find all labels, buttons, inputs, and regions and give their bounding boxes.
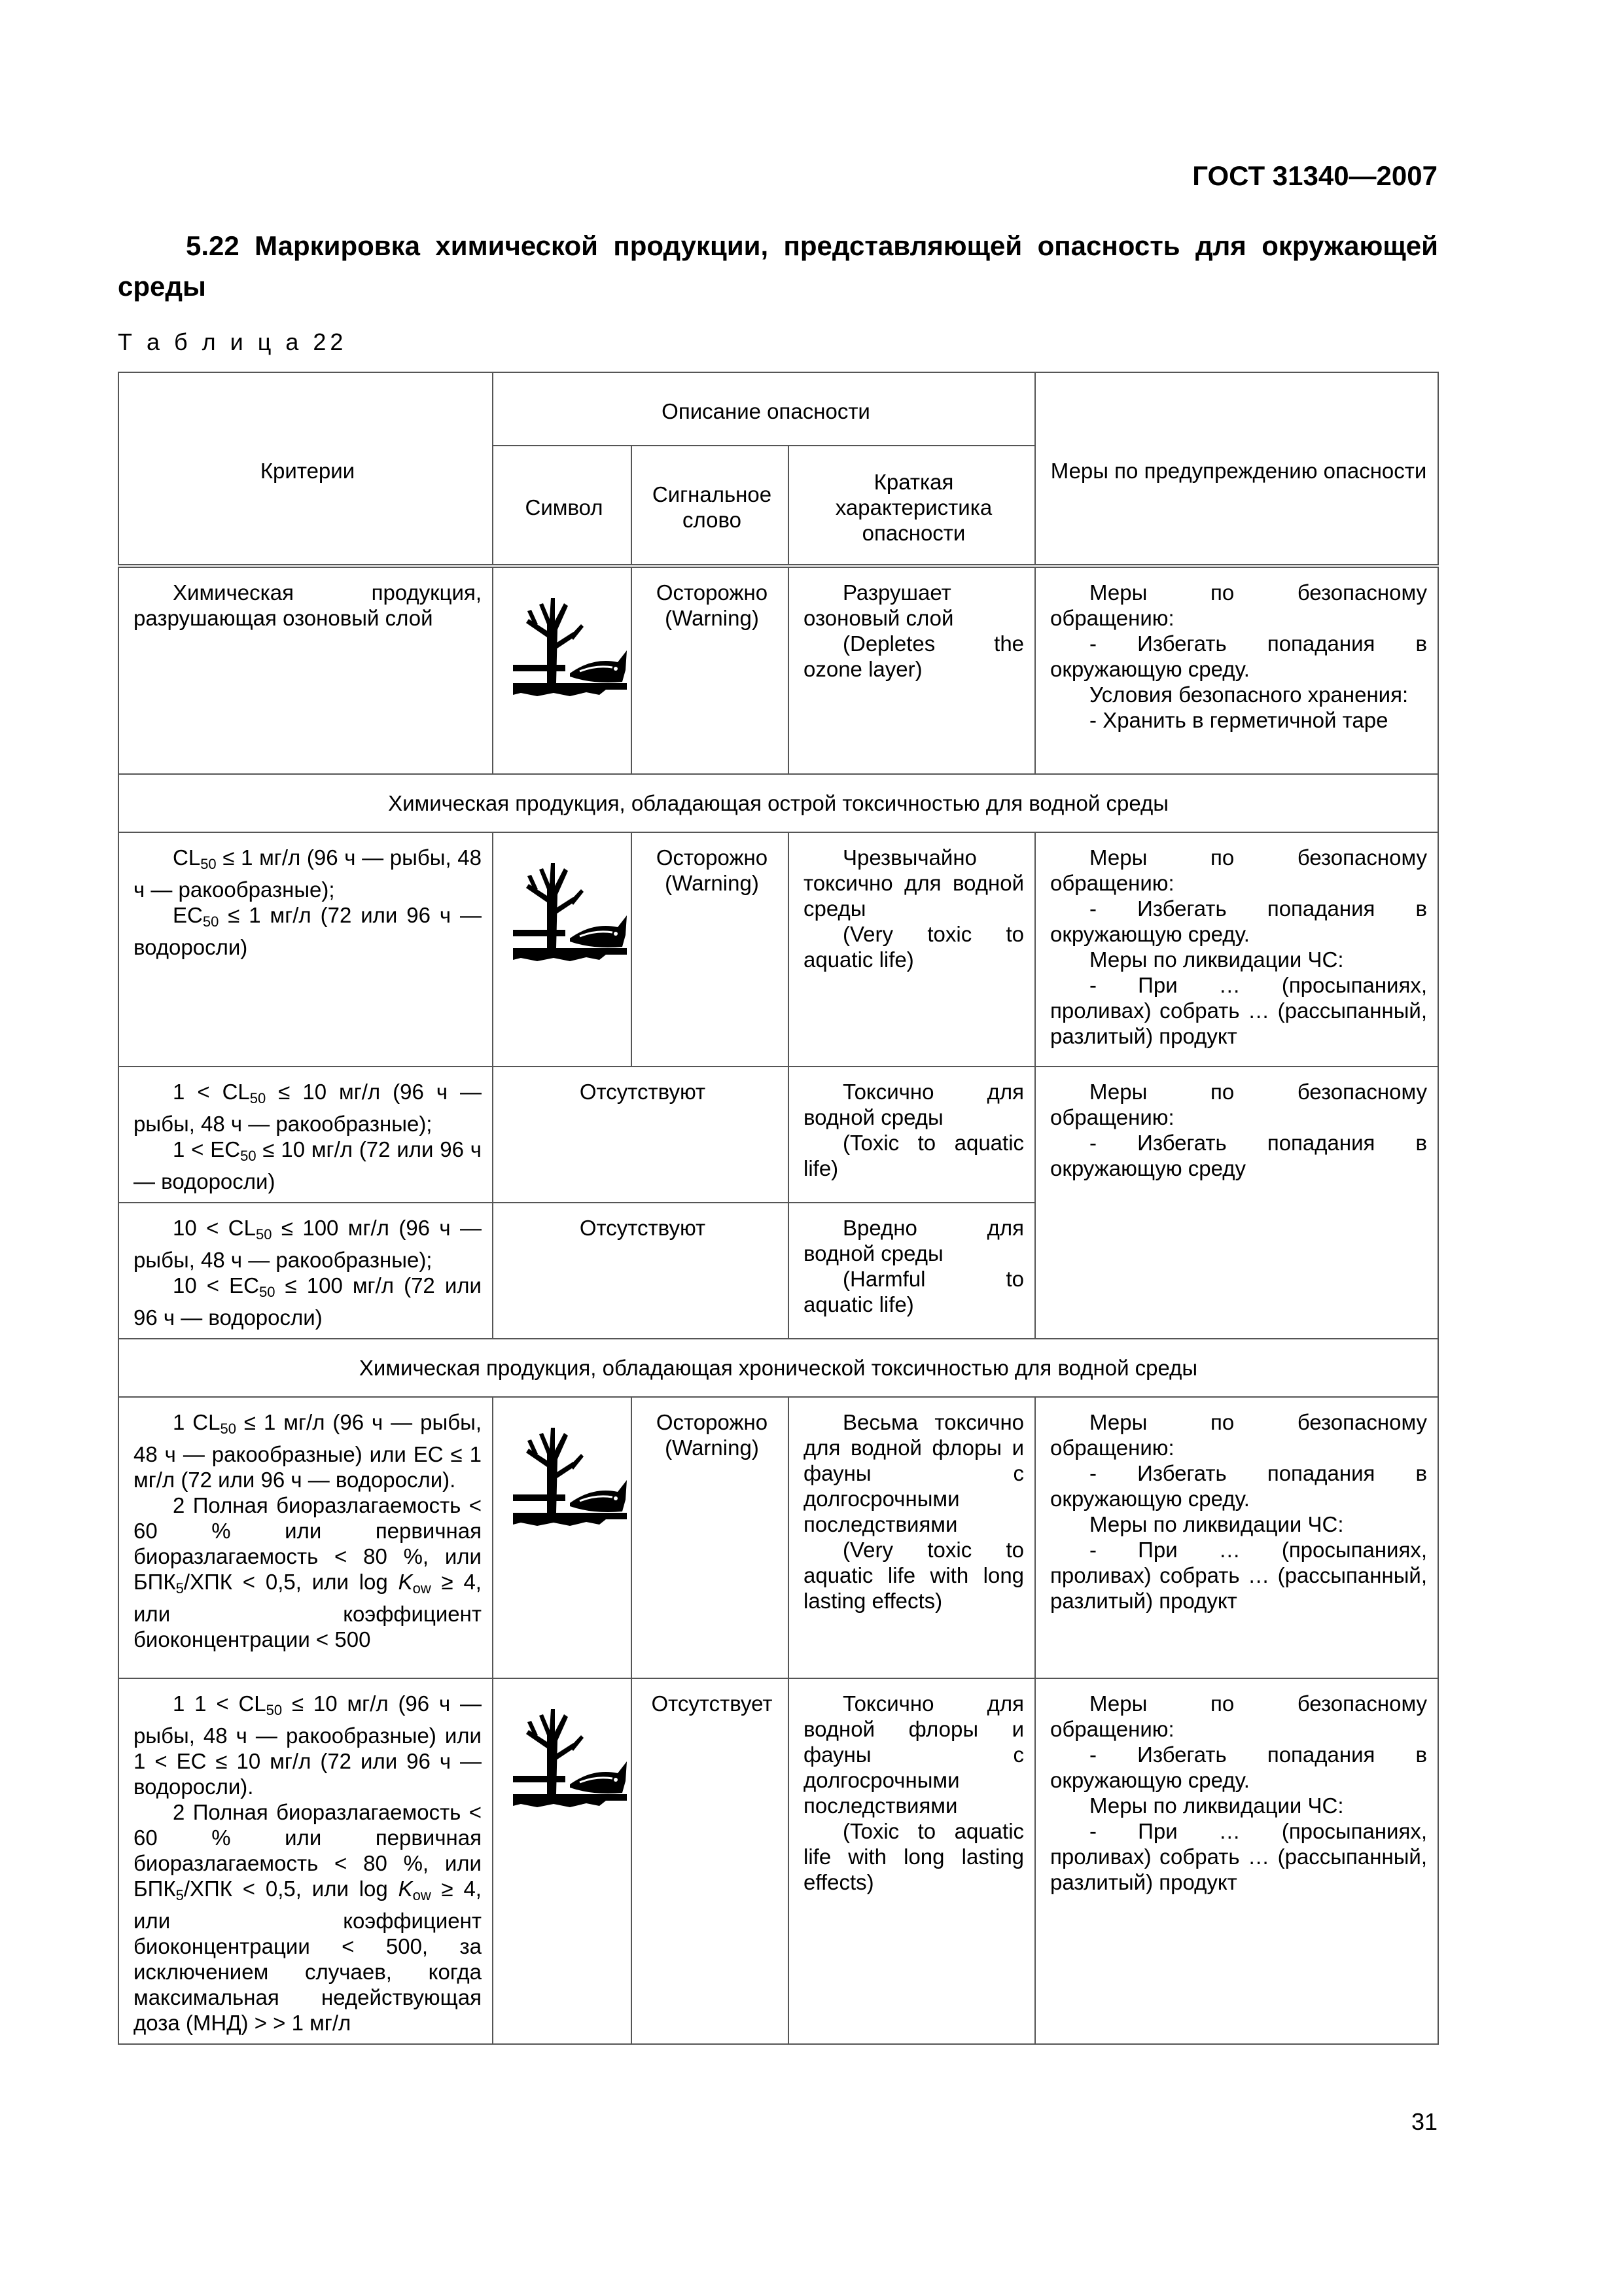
table-row — [118, 1397, 1438, 1678]
brief-text-en: (Very toxic to aquatic life with long lasting effects) — [803, 1538, 1025, 1613]
criteria-text: $10 < EC_{50} \le 100$ мг/л (72 или 96 ч — водоросли) — [133, 1273, 482, 1330]
brief-text-en: (Depletes the ozone layer) — [803, 631, 1025, 681]
measures-cell — [1035, 566, 1438, 774]
brief-text: Разрушает озоновый слой — [803, 580, 954, 630]
table-header-row — [118, 372, 1438, 446]
measures-line: - Избегать попадания в окружающую среду. — [1050, 1461, 1428, 1511]
brief-text: Токсично для водной флоры и фауны с долгосрочными последствиями — [803, 1691, 1025, 1818]
measures-line: Меры по безопасному обращению: — [1050, 580, 1428, 630]
signal-cell: Отсутствуют — [493, 1067, 788, 1203]
brief-cell — [788, 1203, 1035, 1339]
brief-cell — [788, 1678, 1035, 2044]
header-measures: Меры по предупреждению опасности — [1035, 372, 1438, 566]
header-hazard-description: Описание опасности — [493, 372, 1035, 446]
signal-cell: Осторожно (Warning) — [631, 1397, 788, 1678]
measures-line: - Избегать попадания в окружающую среду — [1050, 1131, 1428, 1180]
measures-line: Меры по безопасному обращению: — [1050, 845, 1428, 895]
measures-line: Меры по безопасному обращению: — [1050, 1691, 1428, 1741]
group-header-row — [118, 774, 1438, 832]
criteria-text: 1 $CL_{50} \le 1$ мг/л (96 ч — рыбы, 48 ч — ракообразные) или EC ≤ 1 мг/л (72 или 96 ч — водоросли). — [133, 1410, 482, 1492]
criteria-text: $1 < EC_{50} \le 10$ мг/л (72 или 96 ч — водоросли) — [133, 1137, 482, 1193]
brief-text-en: (Harmful to aquatic life) — [803, 1267, 1025, 1316]
group-header-row — [118, 1339, 1438, 1397]
section-title-line-2: среды — [118, 271, 206, 302]
brief-text: Чрезвычайно токсично для водной среды — [803, 845, 1025, 921]
measures-line: Меры по безопасному обращению: — [1050, 1080, 1428, 1129]
brief-text: Весьма токсично для водной флоры и фауны с долгосрочными последствиями — [803, 1410, 1025, 1536]
brief-cell — [788, 832, 1035, 1067]
signal-cell: Осторожно (Warning) — [631, 566, 788, 774]
header-symbol: Символ — [493, 446, 631, 566]
criteria-text: $EC_{50} \le 1$ мг/л (72 или 96 ч — водоросли) — [133, 903, 482, 959]
measures-line: - Избегать попадания в окружающую среду. — [1050, 631, 1428, 681]
header-brief: Краткая характеристика опасности — [788, 446, 1035, 566]
section-title-line-1: 5.22 Маркировка химической продукции, представляющей опасность для окружающей — [186, 230, 1438, 261]
measures-cell — [1035, 1678, 1438, 2044]
criteria-text: 2 Полная биоразлагаемость < 60 % или первичная биоразлагаемость < 80 %, или $БПК_5$/ХПК < 0,5, или $\log K_{ow} \ge 4$, или коэффициент биоконцентрации < 500 — [133, 1493, 482, 1651]
measures-cell — [1035, 832, 1438, 1067]
criteria-text: Химическая продукция, разрушающая озоновый слой — [133, 580, 482, 630]
measures-line: - Избегать попадания в окружающую среду. — [1050, 1742, 1428, 1792]
table-row — [118, 566, 1438, 774]
criteria-text: 1 $1 < CL_{50} \le 10$ мг/л (96 ч — рыбы, 48 ч — ракообразные) или 1 < EC ≤ 10 мг/л (72 или 96 ч — водоросли). — [133, 1691, 482, 1799]
table-label: Т а б л и ц а 22 — [118, 328, 347, 355]
signal-cell: Отсутствует — [631, 1678, 788, 2044]
brief-text: Токсично для водной среды — [803, 1080, 1025, 1129]
criteria-text: $10 < CL_{50} \le 100$ мг/л (96 ч — рыбы, 48 ч — ракообразные); — [133, 1216, 482, 1272]
brief-text: Вредно для водной среды — [803, 1216, 1025, 1265]
brief-cell — [788, 1397, 1035, 1678]
brief-text-en: (Toxic to aquatic life) — [803, 1131, 1025, 1180]
brief-cell — [788, 566, 1035, 774]
table-row — [118, 832, 1438, 1067]
hazard-table — [118, 372, 1439, 2045]
symbol-cell — [493, 832, 631, 1067]
table-row — [118, 1678, 1438, 2044]
measures-line: - Избегать попадания в окружающую среду. — [1050, 896, 1428, 946]
brief-cell — [788, 1067, 1035, 1203]
document-id: ГОСТ 31340—2007 — [1192, 160, 1438, 191]
signal-cell: Отсутствуют — [493, 1203, 788, 1339]
signal-cell: Осторожно (Warning) — [631, 832, 788, 1067]
table-row — [118, 1067, 1438, 1203]
measures-line: Условия безопасного хранения: — [1089, 682, 1409, 707]
group-acute-title: Химическая продукция, обладающая острой токсичностью для водной среды — [118, 774, 1438, 832]
criteria-cell — [118, 566, 493, 774]
measures-line: Меры по ликвидации ЧС: — [1089, 947, 1344, 972]
page-number: 31 — [1411, 2108, 1438, 2135]
criteria-text: 2 Полная биоразлагаемость < 60 % или первичная биоразлагаемость < 80 %, или $БПК_5$/ХПК < 0,5, или $\log K_{ow} \ge 4$, или коэффициент биоконцентрации < 500, за исключением случаев, когда максимальная недействующая доза (МНД) > > 1 мг/л — [133, 1800, 482, 2035]
criteria-cell — [118, 1203, 493, 1339]
brief-text-en: (Very toxic to aquatic life) — [803, 922, 1025, 972]
header-signal-word: Сигнальное слово — [631, 446, 788, 566]
measures-line: - Хранить в герметичной таре — [1089, 708, 1388, 732]
section-title — [118, 230, 1438, 302]
criteria-cell — [118, 1067, 493, 1203]
measures-line: - При … (просыпаниях, проливах) собрать … (рассыпанный, разлитый) продукт — [1050, 973, 1428, 1048]
symbol-cell — [493, 1678, 631, 2044]
environment-hazard-icon — [508, 1696, 632, 1820]
criteria-cell — [118, 1678, 493, 2044]
environment-hazard-icon — [508, 850, 632, 974]
measures-line: - При … (просыпаниях, проливах) собрать … (рассыпанный, разлитый) продукт — [1050, 1819, 1428, 1894]
group-chronic-title: Химическая продукция, обладающая хронической токсичностью для водной среды — [118, 1339, 1438, 1397]
measures-cell — [1035, 1397, 1438, 1678]
symbol-cell — [493, 1397, 631, 1678]
criteria-cell — [118, 832, 493, 1067]
measures-line: - При … (просыпаниях, проливах) собрать … (рассыпанный, разлитый) продукт — [1050, 1538, 1428, 1613]
header-criteria: Критерии — [118, 372, 493, 566]
measures-line: Меры по безопасному обращению: — [1050, 1410, 1428, 1460]
symbol-cell — [493, 566, 631, 774]
environment-hazard-icon — [508, 585, 632, 709]
measures-line: Меры по ликвидации ЧС: — [1089, 1793, 1344, 1818]
environment-hazard-icon — [508, 1415, 632, 1539]
brief-text-en: (Toxic to aquatic life with long lasting effects) — [803, 1819, 1025, 1894]
criteria-text: $1 < CL_{50} \le 10$ мг/л (96 ч — рыбы, 48 ч — ракообразные); — [133, 1080, 482, 1136]
measures-cell — [1035, 1067, 1438, 1339]
criteria-text: $CL_{50} \le 1$ мг/л (96 ч — рыбы, 48 ч — ракообразные); — [133, 845, 482, 902]
measures-line: Меры по ликвидации ЧС: — [1089, 1512, 1344, 1536]
criteria-cell — [118, 1397, 493, 1678]
